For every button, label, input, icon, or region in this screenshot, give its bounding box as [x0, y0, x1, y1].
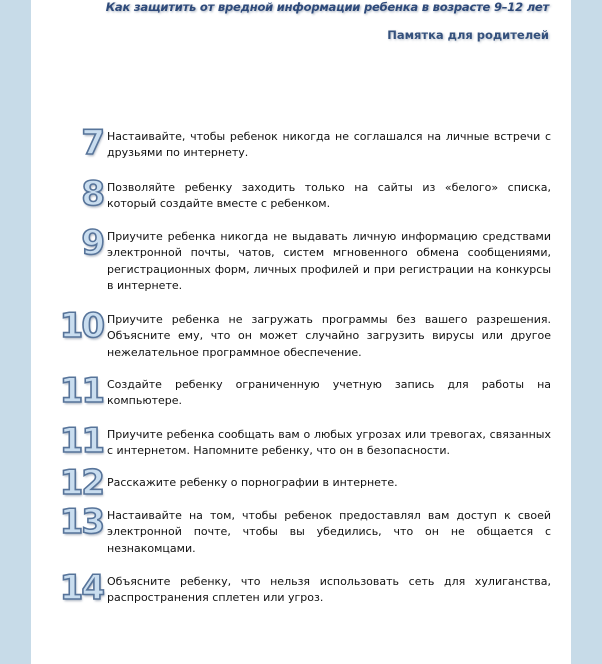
item-number: 13: [59, 502, 103, 542]
document-subtitle: Памятка для родителей: [387, 28, 549, 42]
item-number: 7: [81, 123, 103, 163]
item-text: Позволяйте ребенку заходить только на сайты из «белого» списка, который создайте вместе с ребенком.: [107, 181, 551, 211]
item-number: 8: [81, 174, 103, 214]
item-text: Приучите ребенка сообщать вам о любых угрозах или тревогах, связанных с интернетом. Напомните ребенку, что он в безопасности.: [107, 428, 551, 458]
item-text: Настаивайте, чтобы ребенок никогда не соглашался на личные встречи с друзьями по интернету.: [107, 130, 551, 160]
item-number: 9: [81, 223, 103, 263]
item-text: Объясните ребенку, что нельзя использовать сеть для хулиганства, распространения сплетен или угроз.: [107, 575, 551, 605]
document-title: Как защитить от вредной информации ребенка в возрасте 9–12 лет: [105, 0, 549, 14]
item-number: 12: [59, 463, 103, 503]
item-text: Настаивайте на том, чтобы ребенок предоставлял вам доступ к своей электронной почте, чтобы вы убедились, что он не общается с незнакомцами.: [107, 509, 551, 555]
item-text: Приучите ребенка не загружать программы без вашего разрешения. Объясните ему, что он может случайно загрузить вирусы или другое нежелательное программное обеспечение.: [107, 313, 551, 359]
item-number: 11: [59, 371, 103, 411]
document-page: [31, 0, 571, 664]
item-number: 11: [59, 421, 103, 461]
item-text: Расскажите ребенку о порнографии в интернете.: [107, 476, 398, 489]
item-number: 14: [59, 568, 103, 608]
item-number: 10: [59, 306, 103, 346]
item-text: Приучите ребенка никогда не выдавать личную информацию средствами электронной почты, чатов, систем мгновенного обмена сообщениями, регистрационных форм, личных профилей и при регистрации на конкурсы в интернете.: [107, 230, 551, 292]
item-text: Создайте ребенку ограниченную учетную запись для работы на компьютере.: [107, 378, 551, 408]
